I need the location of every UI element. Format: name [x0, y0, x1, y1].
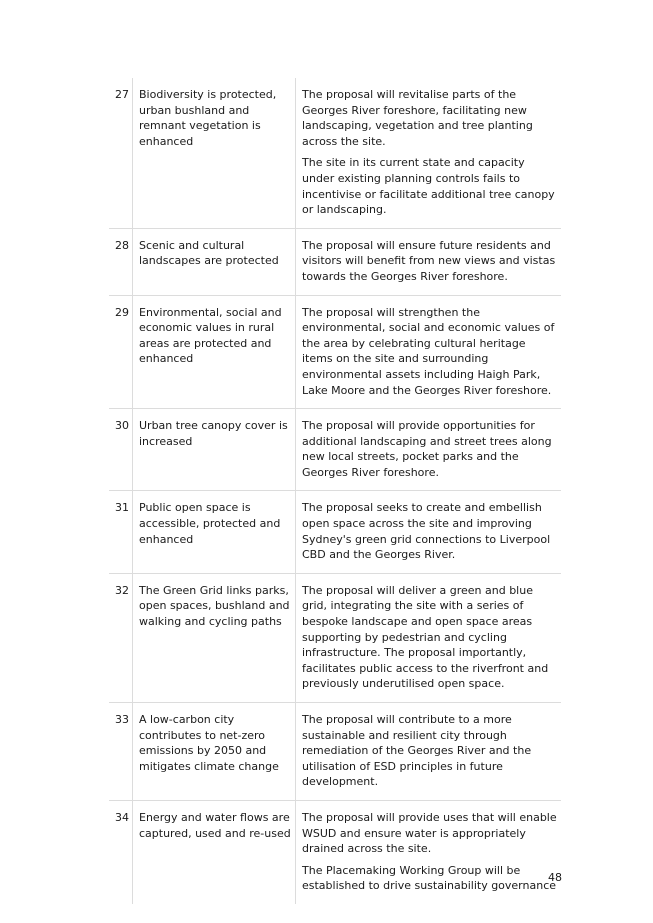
objective-cell: Public open space is accessible, protected and enhanced — [133, 491, 296, 572]
table-row — [109, 801, 561, 904]
objective-cell: Urban tree canopy cover is increased — [133, 409, 296, 490]
table-row — [109, 296, 561, 410]
response-paragraph: The proposal will contribute to a more sustainable and resilient city through remediation of the Georges River and the utilisation of ESD principles in future development. — [302, 713, 532, 789]
response-cell — [296, 574, 561, 702]
response-paragraph: The site in its current state and capacity under existing planning controls fails to incentivise or facilitate additional tree canopy or landscaping. — [302, 156, 555, 217]
table-row — [109, 491, 561, 573]
response-paragraph: The proposal seeks to create and embellish open space across the site and improving Sydney's green grid connections to Liverpool CBD and the Georges River. — [302, 501, 551, 562]
response-paragraph: The proposal will deliver a green and blue grid, integrating the site with a series of bespoke landscape and open space areas supporting by pedestrian and cycling infrastructure. The proposal importantly, facilitates public access to the riverfront and previously underutilised open space. — [302, 583, 549, 691]
objective-cell: Environmental, social and economic values in rural areas are protected and enhanced — [133, 296, 296, 409]
row-number: 29 — [109, 296, 133, 409]
response-cell — [296, 78, 561, 228]
response-cell — [296, 491, 561, 572]
planning-outcomes-table — [109, 78, 561, 904]
response-cell — [296, 409, 561, 490]
row-number: 33 — [109, 703, 133, 800]
response-paragraph: The proposal will ensure future residents and visitors will benefit from new views and vistas towards the Georges River foreshore. — [302, 238, 556, 283]
response-cell — [296, 229, 561, 295]
row-number: 32 — [109, 574, 133, 702]
row-number: 27 — [109, 78, 133, 228]
objective-cell: Scenic and cultural landscapes are protected — [133, 229, 296, 295]
row-number: 30 — [109, 409, 133, 490]
response-cell — [296, 703, 561, 800]
response-paragraph: The proposal will provide uses that will enable WSUD and ensure water is appropriately drained across the site. — [302, 810, 557, 856]
objective-cell: The Green Grid links parks, open spaces, bushland and walking and cycling paths — [133, 574, 296, 702]
table-row — [109, 229, 561, 296]
response-paragraph: The Placemaking Working Group will be established to drive sustainability governance — [302, 863, 557, 893]
response-cell — [296, 296, 561, 409]
response-paragraph: The proposal will revitalise parts of the Georges River foreshore, facilitating new landscaping, vegetation and tree planting across the site. — [302, 88, 533, 148]
objective-cell: Energy and water flows are captured, used and re-used — [133, 801, 296, 904]
row-number: 28 — [109, 229, 133, 295]
row-number: 31 — [109, 491, 133, 572]
table-row — [109, 78, 561, 229]
table-row — [109, 574, 561, 703]
row-number: 34 — [109, 801, 133, 904]
page-number: 48 — [548, 871, 562, 884]
table-row — [109, 703, 561, 801]
response-paragraph: The proposal will provide opportunities for additional landscaping and street trees along new local streets, pocket parks and the Georges River foreshore. — [302, 419, 552, 479]
table-row — [109, 409, 561, 491]
objective-cell: Biodiversity is protected, urban bushland and remnant vegetation is enhanced — [133, 78, 296, 228]
objective-cell: A low-carbon city contributes to net-zero emissions by 2050 and mitigates climate change — [133, 703, 296, 800]
response-cell — [296, 801, 561, 904]
response-paragraph: The proposal will strengthen the environmental, social and economic values of the area by celebrating cultural heritage items on the site and surrounding environmental assets including Haigh Park, Lake Moore and the Georges River foreshore. — [302, 305, 555, 397]
